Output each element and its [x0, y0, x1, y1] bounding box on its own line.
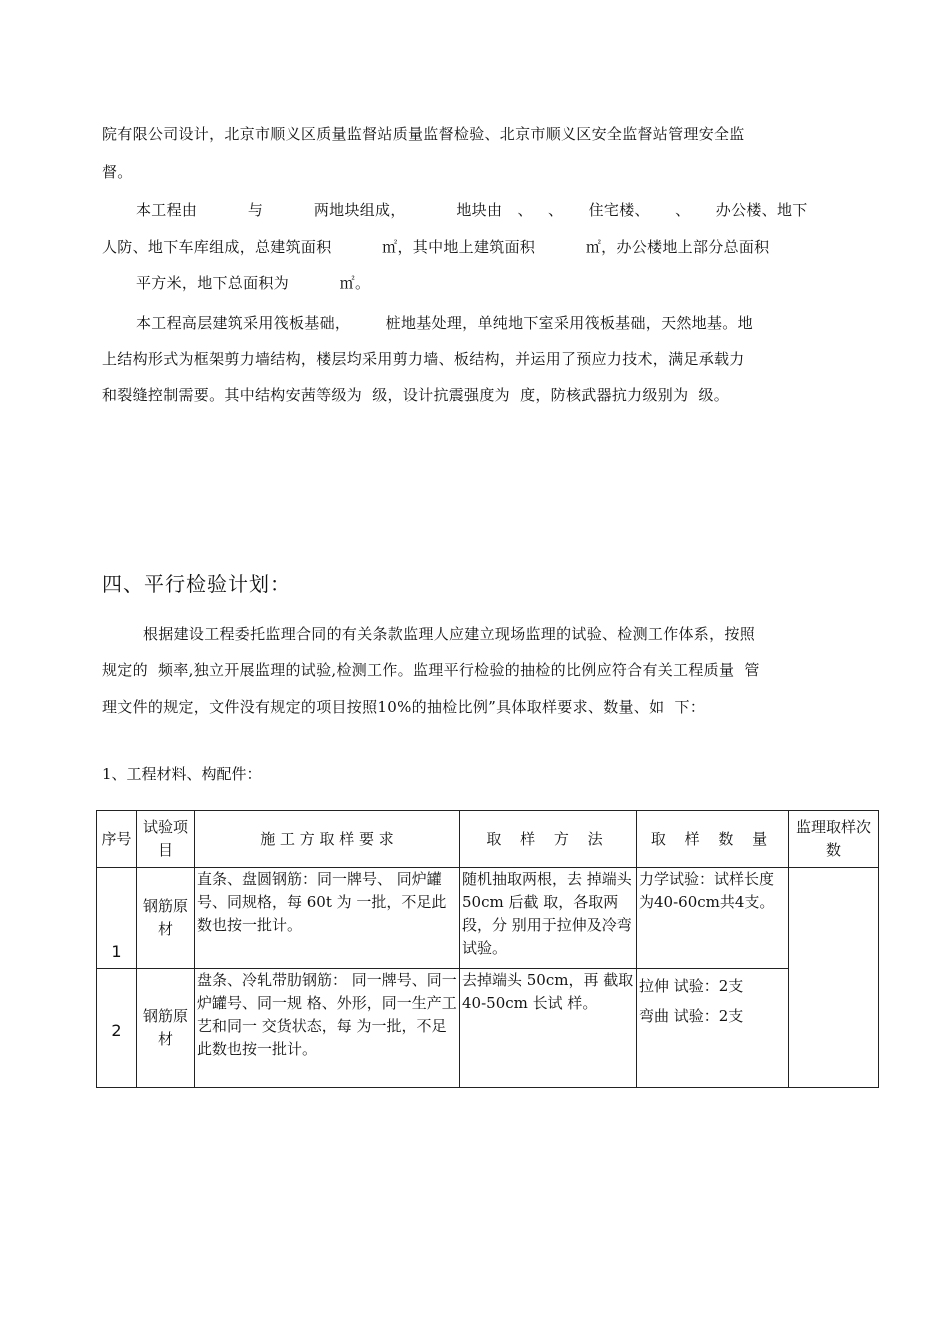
text-line: 院有限公司设计，北京市顺义区质量监督站质量监督检验、北京市顺义区安全监督站管理安全监 — [102, 125, 745, 143]
subsection-heading: 1、工程材料、构配件： — [102, 765, 262, 783]
row-requirement: 盘条、冷轧带肋钢筋： 同一牌号、同一炉罐号、同一规 格、外形，同一生产工艺和同一 交货状态，每 为一批，不足 此数也按一批计。 — [195, 969, 460, 1088]
row-seq-value: 1 — [111, 942, 122, 961]
header-requirement: 施 工 方 取 样 要 求 — [195, 811, 460, 868]
text-line: 人防、地下车库组成，总建筑面积 ㎡，其中地上建筑面积 ㎡，办公楼地上部分总面积 — [102, 238, 770, 256]
header-item: 试验项目 — [137, 811, 195, 868]
table-row — [97, 868, 879, 969]
text-line: 和裂缝控制需要。其中结构安茜等级为 级，设计抗震强度为 度，防核武器抗力级别为 级。 — [102, 386, 730, 404]
text-line: 根据建设工程委托监理合同的有关条款监理人应建立现场监理的试验、检测工作体系，按照 — [143, 625, 756, 643]
header-quantity: 取 样 数 量 — [637, 811, 789, 868]
section-heading: 四、平行检验计划： — [102, 572, 291, 596]
row-item: 钢筋原材 — [137, 868, 195, 969]
row-method: 随机抽取两根，去 掉端头 50cm 后截 取，各取两段，分 别用于拉伸及冷弯 试验。 — [460, 868, 637, 969]
header-times: 监理取样次数 — [789, 811, 879, 868]
text-line: 本工程高层建筑采用筏板基础， 桩地基处理，单纯地下室采用筏板基础，天然地基。地 — [136, 314, 753, 332]
row-times — [789, 868, 879, 1088]
row-method: 去掉端头 50cm，再 截取 40-50cm 长试 样。 — [460, 969, 637, 1088]
text-line: 本工程由 与 两地块组成， 地块由 、 、 住宅楼、 、 办公楼、地下 — [136, 201, 808, 219]
row-item: 钢筋原材 — [137, 969, 195, 1088]
row-seq — [97, 868, 137, 969]
quantity-line: 拉伸 试验：2支 — [639, 977, 744, 995]
row-requirement: 直条、盘圆钢筋：同一牌号、 同炉罐号、同规格，每 60t 为 一批，不足此数也按一批计。 — [195, 868, 460, 969]
row-quantity: 力学试验：试样长度为40-60cm共4支。 — [637, 868, 789, 969]
header-seq: 序号 — [97, 811, 137, 868]
table-header-row — [97, 811, 879, 868]
text-line: 规定的 频率,独立开展监理的试验,检测工作。监理平行检验的抽检的比例应符合有关工程质量 管 — [102, 661, 760, 679]
sampling-table — [96, 810, 879, 1088]
row-quantity — [637, 969, 789, 1088]
text-line: 督。 — [102, 163, 133, 181]
quantity-line: 弯曲 试验：2支 — [639, 1007, 744, 1025]
row-seq-value: 2 — [111, 1021, 122, 1040]
header-method: 取 样 方 法 — [460, 811, 637, 868]
text-line: 平方米，地下总面积为 ㎡。 — [136, 274, 371, 292]
table-row — [97, 969, 879, 1088]
text-line: 理文件的规定，文件没有规定的项目按照10%的抽检比例”具体取样要求、数量、如 下： — [102, 698, 706, 716]
row-seq — [97, 969, 137, 1088]
text-line: 上结构形式为框架剪力墙结构，楼层均采用剪力墙、板结构，并运用了预应力技术，满足承载力 — [102, 350, 745, 368]
